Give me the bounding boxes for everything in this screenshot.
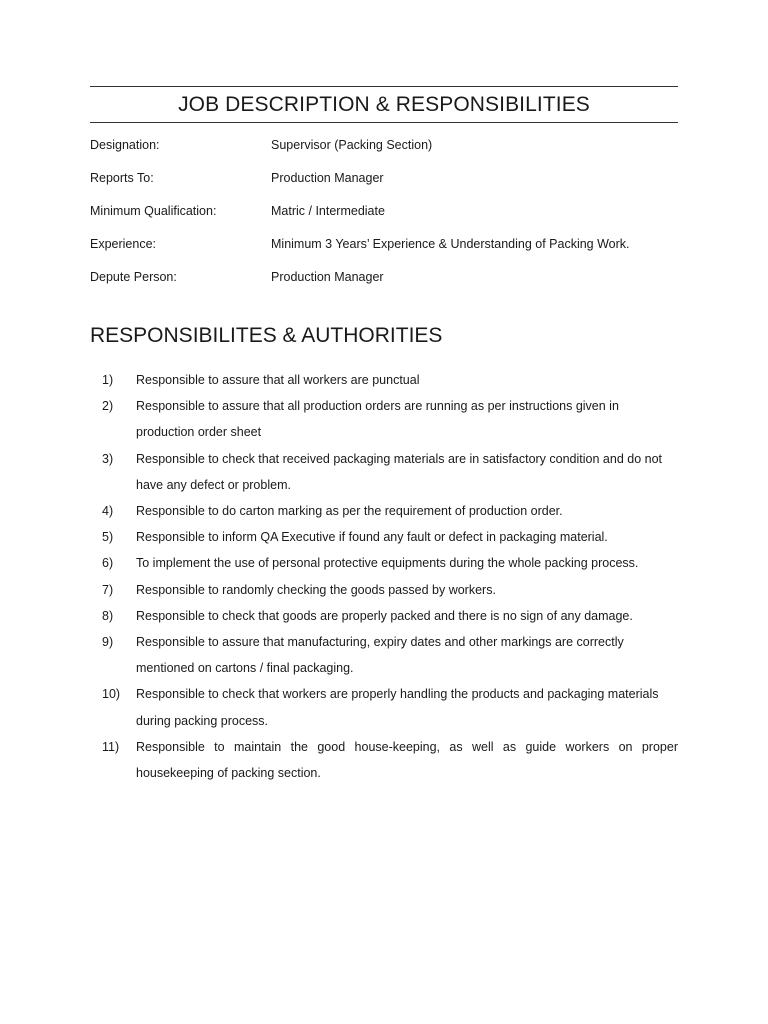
list-item-text: Responsible to assure that all production orders are running as per instructions given in production order sheet <box>136 399 619 440</box>
list-item-text: Responsible to maintain the good house-keeping, as well as guide workers on proper housekeeping of packing section. <box>136 739 678 781</box>
info-value: Minimum 3 Years’ Experience & Understanding of Packing Work. <box>271 237 630 251</box>
info-row-reports-to <box>90 171 678 204</box>
info-row-depute-person <box>90 270 678 303</box>
info-value: Production Manager <box>271 171 384 185</box>
info-row-experience <box>90 237 678 270</box>
info-label: Reports To: <box>90 171 154 185</box>
list-item-number: 4) <box>102 504 114 519</box>
list-item-text: To implement the use of personal protective equipments during the whole packing process. <box>136 556 639 571</box>
list-item-number: 7) <box>102 582 114 597</box>
list-item-number: 10) <box>102 687 121 702</box>
info-label: Experience: <box>90 237 157 251</box>
info-label: Minimum Qualification: <box>90 204 217 218</box>
list-item <box>90 681 678 733</box>
list-item-number: 9) <box>102 635 114 650</box>
list-item <box>90 577 678 603</box>
info-row-qualification <box>90 204 678 237</box>
responsibilities-list <box>90 367 678 786</box>
list-item <box>90 393 678 445</box>
list-item-number: 6) <box>102 556 114 571</box>
list-item <box>90 734 678 786</box>
list-item <box>90 524 678 550</box>
list-item-text: Responsible to check that workers are properly handling the products and packaging materials during packing process. <box>136 687 659 728</box>
list-item-number: 8) <box>102 608 114 623</box>
info-label: Depute Person: <box>90 270 177 284</box>
page-title: JOB DESCRIPTION & RESPONSIBILITIES <box>178 92 590 116</box>
info-label: Designation: <box>90 138 160 152</box>
list-item-number: 3) <box>102 451 114 466</box>
section-heading: RESPONSIBILITES & AUTHORITIES <box>90 324 443 347</box>
list-item-text: Responsible to randomly checking the goods passed by workers. <box>136 582 496 597</box>
list-item-text: Responsible to do carton marking as per the requirement of production order. <box>136 504 563 519</box>
info-row-designation <box>90 138 678 171</box>
document-page <box>90 86 678 781</box>
list-item-text: Responsible to check that goods are properly packed and there is no sign of any damage. <box>136 608 633 623</box>
job-info-table <box>90 138 678 303</box>
list-item-text: Responsible to assure that manufacturing, expiry dates and other markings are correctly mentioned on cartons / final packaging. <box>136 635 624 676</box>
list-item-text: Responsible to check that received packaging materials are in satisfactory condition and do not have any defect or problem. <box>136 451 662 492</box>
list-item-number: 1) <box>102 373 114 387</box>
list-item-text: Responsible to inform QA Executive if found any fault or defect in packaging material. <box>136 530 608 545</box>
list-item <box>90 629 678 681</box>
list-item <box>90 603 678 629</box>
info-value: Matric / Intermediate <box>271 204 385 218</box>
info-value: Supervisor (Packing Section) <box>271 138 433 152</box>
list-item-number: 5) <box>102 530 114 545</box>
list-item <box>90 367 678 393</box>
list-item <box>90 446 678 498</box>
list-item-number: 11) <box>102 739 120 754</box>
info-value: Production Manager <box>271 270 384 284</box>
title-block <box>90 86 678 123</box>
list-item <box>90 550 678 576</box>
list-item-text: Responsible to assure that all workers are punctual <box>136 373 420 387</box>
list-item-number: 2) <box>102 399 114 414</box>
list-item <box>90 498 678 524</box>
